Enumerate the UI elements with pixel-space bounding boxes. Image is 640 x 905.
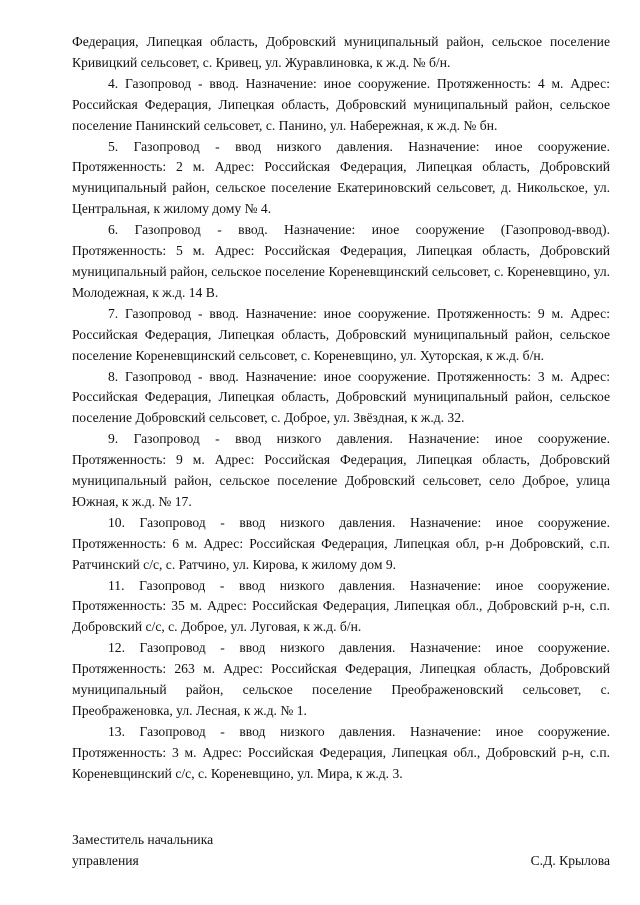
signature-block xyxy=(72,830,610,872)
paragraph-continuation: Федерация, Липецкая область, Добровский муниципальный район, сельское поселение Кривицкий сельсовет, с. Кривец, ул. Журавлиновка, к ж.д. № б/н. xyxy=(72,34,610,70)
paragraph-item-10: 10. Газопровод - ввод низкого давления. Назначение: иное сооружение. Протяженность: 6 м. Адрес: Российская Федерация, Липецкая обл, р-н Добровский, с.п. Ратчинский с/с, с. Ратчино, ул. Кирова, к жилому дом 9. xyxy=(72,514,610,572)
signer-name: С.Д. Крылова xyxy=(530,852,610,868)
signature-row xyxy=(72,851,610,872)
signer-position-line1: Заместитель начальника xyxy=(72,832,214,847)
paragraph-item-8: 8. Газопровод - ввод. Назначение: иное сооружение. Протяженность: 3 м. Адрес: Российская Федерация, Липецкая область, Добровский муниципальный район, сельское поселение Добровский сельсовет, с. Доброе, ул. Звёздная, к ж.д. 32. xyxy=(72,368,610,426)
paragraph-item-5: 5. Газопровод - ввод низкого давления. Назначение: иное сооружение. Протяженность: 2 м. Адрес: Российская Федерация, Липецкая область, Добровский муниципальный район, сельское поселение Екатериновский сельсовет, д. Никольское, ул. Центральная, к жилому дому № 4. xyxy=(72,138,610,217)
paragraph-item-9: 9. Газопровод - ввод низкого давления. Назначение: иное сооружение. Протяженность: 9 м. Адрес: Российская Федерация, Липецкая область, Добровский муниципальный район, сельское поселение Добровский сельсовет, село Доброе, улица Южная, к ж.д. № 17. xyxy=(72,431,610,509)
document-body xyxy=(72,32,610,785)
paragraph-item-6: 6. Газопровод - ввод. Назначение: иное сооружение (Газопровод-ввод). Протяженность: 5 м. Адрес: Российская Федерация, Липецкая область, Добровский муниципальный район, сельское поселение Кореневщинский сельсовет, с. Кореневщино, ул. Молодежная, к ж.д. 14 В. xyxy=(72,222,610,300)
paragraph-item-4: 4. Газопровод - ввод. Назначение: иное сооружение. Протяженность: 4 м. Адрес: Российская Федерация, Липецкая область, Добровский муниципальный район, сельское поселение Панинский сельсовет, с. Панино, ул. Набережная, к ж.д. № бн. xyxy=(72,75,610,133)
paragraph-item-11: 11. Газопровод - ввод низкого давления. Назначение: иное сооружение. Протяженность: 35 м. Адрес: Российская Федерация, Липецкая обл., Добровский р-н, с.п. Добровский с/с, с. Доброе, ул. Луговая, к ж.д. б/н. xyxy=(72,577,610,635)
paragraph-item-12: 12. Газопровод - ввод низкого давления. Назначение: иное сооружение. Протяженность: 263 м. Адрес: Российская Федерация, Липецкая область, Добровский муниципальный район, сельское поселение Преображеновский сельсовет, с. Преображеновка, ул. Лесная, к ж.д. № 1. xyxy=(72,640,610,718)
paragraph-item-7: 7. Газопровод - ввод. Назначение: иное сооружение. Протяженность: 9 м. Адрес: Российская Федерация, Липецкая область, Добровский муниципальный район, сельское поселение Кореневщинский сельсовет, с. Кореневщино, ул. Хуторская, к ж.д. б/н. xyxy=(72,305,610,363)
signer-position-line2: управления xyxy=(72,852,139,868)
paragraph-item-13: 13. Газопровод - ввод низкого давления. Назначение: иное сооружение. Протяженность: 3 м. Адрес: Российская Федерация, Липецкая обл., Добровский р-н, с.п. Кореневщинский с/с, с. Кореневщино, ул. Мира, к ж.д. 3. xyxy=(72,723,610,781)
